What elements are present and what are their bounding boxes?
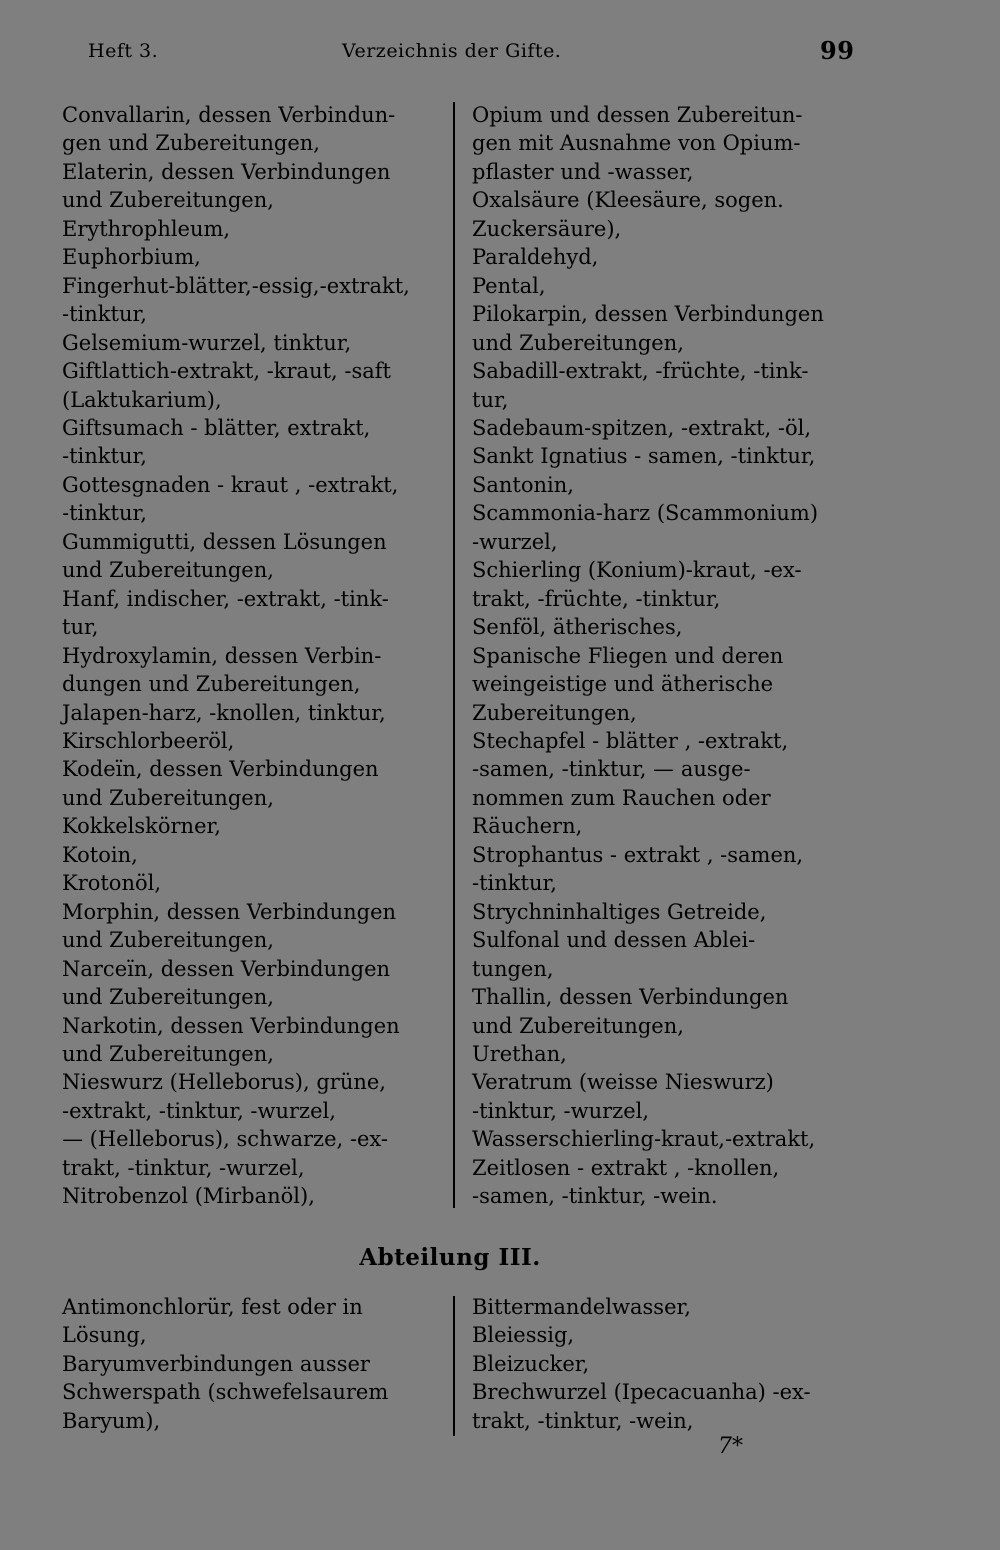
list-item-line: trakt, -tinktur, -wurzel, — [62, 1155, 305, 1180]
list-item — [62, 898, 440, 955]
list-item — [472, 1378, 852, 1435]
list-item-line: Räuchern, — [472, 814, 583, 839]
list-item — [472, 1321, 852, 1349]
list-item-line: Narceïn, dessen Verbindungen — [62, 956, 391, 981]
list-item — [472, 300, 852, 357]
list-item-line: Sabadill-extrakt, -früchte, -tink- — [472, 359, 809, 384]
list-item-line: Scammonia-harz (Scammonium) — [472, 501, 819, 526]
list-item-line: Urethan, — [472, 1041, 567, 1066]
list-item — [62, 101, 440, 158]
list-item-line: Oxalsäure (Kleesäure, sogen. — [472, 188, 784, 213]
list-item-line: Bleizucker, — [472, 1351, 590, 1376]
list-item — [472, 101, 852, 186]
list-item-line: Sadebaum-spitzen, -extrakt, -öl, — [472, 415, 812, 440]
list-item-line: Strychninhaltiges Getreide, — [472, 899, 767, 924]
list-item-line: -tinktur, -wurzel, — [472, 1098, 650, 1123]
list-item-line: Krotonöl, — [62, 871, 162, 896]
list-item-line: -tinktur, — [62, 302, 147, 327]
list-item-line: und Zubereitungen, — [62, 785, 274, 810]
list-item — [472, 1154, 852, 1211]
list-item — [62, 727, 440, 755]
list-item-line: weingeistige und ätherische — [472, 672, 774, 697]
list-item-line: Opium und dessen Zubereitun- — [472, 103, 803, 127]
column-a — [62, 101, 440, 1211]
list-item — [472, 1040, 852, 1068]
list-item — [62, 158, 440, 215]
list-item-line: Strophantus - extrakt , -samen, — [472, 842, 804, 867]
list-item-line: Hanf, indischer, -extrakt, -tink- — [62, 586, 389, 611]
list-item-line: Kotoin, — [62, 842, 138, 867]
list-item-line: Gummigutti, dessen Lösungen — [62, 529, 387, 554]
list-item-line: Veratrum (weisse Nieswurz) — [472, 1070, 774, 1095]
list-item — [472, 243, 852, 271]
list-item — [62, 1350, 440, 1435]
section-title: Abteilung III. — [359, 1244, 541, 1271]
list-item-line: -samen, -tinktur, — ausge- — [472, 757, 751, 782]
list-item-line: pflaster und -wasser, — [472, 159, 694, 184]
page-header — [0, 34, 1000, 68]
list-item — [472, 1350, 852, 1378]
list-item-line: Schierling (Konium)-kraut, -ex- — [472, 558, 802, 583]
list-item-line: Kokkelskörner, — [62, 814, 221, 839]
list-item — [472, 471, 852, 499]
list-item-line: trakt, -tinktur, -wein, — [472, 1408, 694, 1433]
column-c — [62, 1293, 440, 1435]
list-item-line: tur, — [62, 615, 99, 640]
list-item-line: und Zubereitungen, — [62, 1041, 274, 1066]
list-item-line: Baryumverbindungen ausser — [62, 1351, 370, 1376]
column-divider-2 — [453, 1296, 455, 1436]
list-item-line: tur, — [472, 387, 509, 412]
list-item-line: Stechapfel - blätter , -extrakt, — [472, 728, 789, 753]
list-item — [472, 727, 852, 841]
list-item-line: Morphin, dessen Verbindungen — [62, 899, 397, 924]
list-item — [472, 983, 852, 1040]
list-item-line: Paraldehyd, — [472, 245, 599, 270]
list-item-line: Baryum), — [62, 1408, 161, 1433]
list-item-line: Giftsumach - blätter, extrakt, — [62, 415, 371, 440]
list-item-line: Convallarin, dessen Verbindun- — [62, 103, 396, 127]
list-item-line: Elaterin, dessen Verbindungen — [62, 159, 391, 184]
list-item — [62, 329, 440, 357]
list-item-line: -tinktur, — [62, 501, 147, 526]
list-item-line: und Zubereitungen, — [62, 928, 274, 953]
list-item-line: Thallin, dessen Verbindungen — [472, 985, 789, 1010]
list-item — [62, 869, 440, 897]
list-item — [62, 215, 440, 243]
list-item-line: gen und Zubereitungen, — [62, 131, 320, 156]
list-item-line: nommen zum Rauchen oder — [472, 785, 771, 810]
list-item-line: -extrakt, -tinktur, -wurzel, — [62, 1098, 336, 1123]
list-item — [62, 272, 440, 329]
list-item — [62, 1293, 440, 1350]
list-item-line: Fingerhut-blätter,-essig,-extrakt, — [62, 273, 410, 298]
column-d — [472, 1293, 852, 1435]
list-item — [472, 556, 852, 613]
list-item-line: und Zubereitungen, — [472, 1013, 684, 1038]
list-item — [62, 357, 440, 414]
list-item-line: Gelsemium-wurzel, tinktur, — [62, 330, 352, 355]
list-item — [62, 812, 440, 840]
list-item-line: Zeitlosen - extrakt , -knollen, — [472, 1155, 780, 1180]
page-number: 99 — [820, 36, 855, 65]
list-item-line: Zubereitungen, — [472, 700, 637, 725]
list-item-line: Bittermandelwasser, — [472, 1295, 691, 1319]
list-item-line: Nieswurz (Helleborus), grüne, — [62, 1070, 386, 1095]
list-item-line: Euphorbium, — [62, 245, 201, 270]
list-item-line: Hydroxylamin, dessen Verbin- — [62, 643, 382, 668]
list-item-line: Jalapen-harz, -knollen, tinktur, — [62, 700, 386, 725]
list-item — [62, 471, 440, 528]
column-b — [472, 101, 852, 1211]
list-item — [472, 442, 852, 470]
list-item — [472, 414, 852, 442]
list-item — [472, 1125, 852, 1153]
list-item-line: gen mit Ausnahme von Opium- — [472, 131, 801, 156]
list-item — [62, 1012, 440, 1069]
list-item-line: Sankt Ignatius - samen, -tinktur, — [472, 444, 816, 469]
header-running-title: Verzeichnis der Gifte. — [342, 40, 562, 62]
list-item-line: Spanische Fliegen und deren — [472, 643, 784, 668]
signature-mark: 7* — [718, 1434, 743, 1459]
list-item-line: und Zubereitungen, — [62, 985, 274, 1010]
list-item — [472, 642, 852, 727]
list-item — [472, 1293, 852, 1321]
list-item-line: Santonin, — [472, 472, 574, 497]
list-item — [472, 1068, 852, 1125]
list-item-line: Sulfonal und dessen Ablei- — [472, 928, 756, 953]
list-item-line: Brechwurzel (Ipecacuanha) -ex- — [472, 1380, 811, 1405]
list-item-line: Kirschlorbeeröl, — [62, 728, 235, 753]
list-item-line: dungen und Zubereitungen, — [62, 672, 361, 697]
list-item — [62, 1068, 440, 1125]
list-item-line: Narkotin, dessen Verbindungen — [62, 1013, 400, 1038]
list-item — [472, 841, 852, 898]
list-item — [472, 499, 852, 556]
list-item — [472, 613, 852, 641]
list-item-line: Bleiessig, — [472, 1323, 575, 1348]
list-item — [472, 898, 852, 926]
list-item-line: -samen, -tinktur, -wein. — [472, 1184, 718, 1209]
list-item — [62, 414, 440, 471]
list-item-line: Senföl, ätherisches, — [472, 615, 683, 640]
list-item — [62, 1182, 440, 1210]
list-item-line: Pental, — [472, 273, 546, 298]
list-item — [62, 699, 440, 727]
list-item-line: (Laktukarium), — [62, 387, 222, 412]
list-item-line: und Zubereitungen, — [62, 558, 274, 583]
list-item — [472, 186, 852, 243]
list-item — [62, 1125, 440, 1182]
list-item — [62, 528, 440, 585]
list-item-line: -tinktur, — [62, 444, 147, 469]
list-item-line: und Zubereitungen, — [472, 330, 684, 355]
list-item — [472, 357, 852, 414]
list-item-line: Pilokarpin, dessen Verbindungen — [472, 302, 824, 327]
list-item-line: -tinktur, — [472, 871, 557, 896]
list-item-line: Schwerspath (schwefelsaurem — [62, 1380, 389, 1405]
list-item-line: Zuckersäure), — [472, 216, 622, 241]
list-item-line: trakt, -früchte, -tinktur, — [472, 586, 721, 611]
list-item — [472, 272, 852, 300]
list-item-line: -wurzel, — [472, 529, 558, 554]
list-item — [62, 755, 440, 812]
list-item-line: Gottesgnaden - kraut , -extrakt, — [62, 472, 399, 497]
list-item — [62, 841, 440, 869]
list-item — [472, 926, 852, 983]
list-item — [62, 642, 440, 699]
list-item — [62, 585, 440, 642]
list-item-line: Nitrobenzol (Mirbanöl), — [62, 1184, 315, 1209]
list-item-line: Erythrophleum, — [62, 216, 231, 241]
list-item-line: — (Helleborus), schwarze, -ex- — [62, 1127, 388, 1152]
list-item-line: Antimonchlorür, fest oder in — [62, 1295, 363, 1319]
list-item-line: Kodeïn, dessen Verbindungen — [62, 757, 379, 782]
header-issue: Heft 3. — [88, 40, 159, 62]
list-item — [62, 243, 440, 271]
list-item-line: tungen, — [472, 956, 554, 981]
list-item-line: und Zubereitungen, — [62, 188, 274, 213]
list-item — [62, 955, 440, 1012]
list-item-line: Lösung, — [62, 1323, 147, 1348]
list-item-line: Giftlattich-extrakt, -kraut, -saft — [62, 359, 391, 384]
list-item-line: Wasserschierling-kraut,-extrakt, — [472, 1127, 816, 1152]
column-divider — [453, 102, 455, 1208]
